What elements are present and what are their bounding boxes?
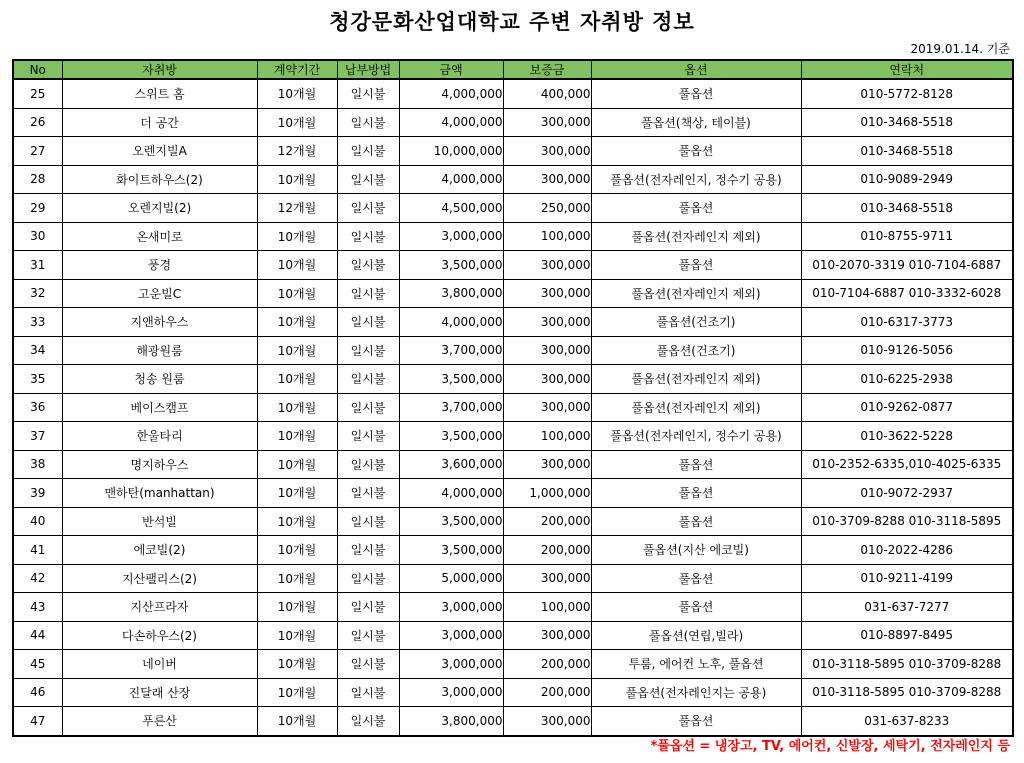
cell-no: 44	[13, 621, 62, 650]
cell-name: 베이스캠프	[62, 393, 257, 422]
cell-payment: 일시불	[337, 308, 399, 337]
column-header-name: 자취방	[62, 60, 257, 79]
cell-amount: 3,000,000	[399, 678, 503, 707]
cell-deposit: 100,000	[503, 222, 591, 251]
cell-amount: 3,500,000	[399, 251, 503, 280]
cell-options: 풀옵션(전자레인지, 정수기 공용)	[591, 165, 801, 194]
cell-options: 풀옵션(전자레인지 제외)	[591, 222, 801, 251]
cell-name: 고운빌C	[62, 279, 257, 308]
cell-contact: 010-9262-0877	[801, 393, 1013, 422]
table-row	[13, 507, 1013, 536]
cell-period: 10개월	[257, 108, 337, 137]
cell-payment: 일시불	[337, 194, 399, 223]
cell-name: 맨하탄(manhattan)	[62, 479, 257, 508]
table-row	[13, 165, 1013, 194]
cell-name: 다손하우스(2)	[62, 621, 257, 650]
table-row	[13, 479, 1013, 508]
cell-options: 풀옵션(전자레인지 제외)	[591, 279, 801, 308]
cell-name: 네이버	[62, 650, 257, 679]
cell-amount: 4,500,000	[399, 194, 503, 223]
cell-period: 10개월	[257, 251, 337, 280]
cell-payment: 일시불	[337, 479, 399, 508]
cell-contact: 010-3622-5228	[801, 422, 1013, 451]
cell-contact: 010-3118-5895 010-3709-8288	[801, 678, 1013, 707]
cell-no: 45	[13, 650, 62, 679]
table-header	[13, 60, 1013, 79]
cell-options: 풀옵션(전자레인지는 공용)	[591, 678, 801, 707]
cell-amount: 5,000,000	[399, 564, 503, 593]
cell-contact: 010-8897-8495	[801, 621, 1013, 650]
cell-period: 10개월	[257, 650, 337, 679]
cell-payment: 일시불	[337, 222, 399, 251]
cell-amount: 3,500,000	[399, 365, 503, 394]
cell-amount: 3,700,000	[399, 336, 503, 365]
column-header-contact: 연락처	[801, 60, 1013, 79]
cell-amount: 4,000,000	[399, 479, 503, 508]
cell-options: 풀옵션	[591, 137, 801, 166]
cell-payment: 일시불	[337, 450, 399, 479]
table-row	[13, 79, 1013, 108]
cell-name: 명지하우스	[62, 450, 257, 479]
cell-period: 10개월	[257, 165, 337, 194]
cell-amount: 4,000,000	[399, 108, 503, 137]
cell-no: 26	[13, 108, 62, 137]
cell-period: 10개월	[257, 564, 337, 593]
cell-payment: 일시불	[337, 593, 399, 622]
cell-options: 풀옵션(건조기)	[591, 336, 801, 365]
cell-options: 풀옵션	[591, 479, 801, 508]
cell-period: 10개월	[257, 222, 337, 251]
cell-amount: 3,800,000	[399, 707, 503, 736]
cell-payment: 일시불	[337, 507, 399, 536]
cell-name: 오렌지빌(2)	[62, 194, 257, 223]
cell-name: 풍경	[62, 251, 257, 280]
cell-deposit: 300,000	[503, 165, 591, 194]
cell-payment: 일시불	[337, 365, 399, 394]
cell-amount: 4,000,000	[399, 308, 503, 337]
cell-period: 10개월	[257, 279, 337, 308]
cell-deposit: 200,000	[503, 536, 591, 565]
cell-name: 더 공간	[62, 108, 257, 137]
cell-deposit: 400,000	[503, 79, 591, 108]
cell-options: 풀옵션	[591, 507, 801, 536]
cell-payment: 일시불	[337, 393, 399, 422]
cell-amount: 3,000,000	[399, 593, 503, 622]
cell-options: 풀옵션	[591, 79, 801, 108]
cell-deposit: 100,000	[503, 422, 591, 451]
cell-payment: 일시불	[337, 707, 399, 736]
table-row	[13, 194, 1013, 223]
table-row	[13, 365, 1013, 394]
cell-payment: 일시불	[337, 422, 399, 451]
cell-no: 28	[13, 165, 62, 194]
table-row	[13, 222, 1013, 251]
cell-contact: 010-9126-5056	[801, 336, 1013, 365]
table-body	[13, 79, 1013, 736]
cell-period: 10개월	[257, 479, 337, 508]
cell-amount: 3,600,000	[399, 450, 503, 479]
cell-deposit: 300,000	[503, 279, 591, 308]
cell-contact: 010-3468-5518	[801, 108, 1013, 137]
column-header-period: 계약기간	[257, 60, 337, 79]
cell-name: 반석빌	[62, 507, 257, 536]
cell-options: 풀옵션	[591, 194, 801, 223]
cell-contact: 010-9211-4199	[801, 564, 1013, 593]
cell-period: 10개월	[257, 79, 337, 108]
cell-options: 풀옵션(건조기)	[591, 308, 801, 337]
page-title: 청강문화산업대학교 주변 자취방 정보	[329, 10, 695, 34]
cell-deposit: 200,000	[503, 650, 591, 679]
cell-name: 해광원룸	[62, 336, 257, 365]
table-row	[13, 564, 1013, 593]
cell-amount: 3,000,000	[399, 621, 503, 650]
cell-amount: 3,500,000	[399, 536, 503, 565]
cell-period: 12개월	[257, 194, 337, 223]
cell-options: 풀옵션(전자레인지, 정수기 공용)	[591, 422, 801, 451]
table-row	[13, 393, 1013, 422]
cell-no: 25	[13, 79, 62, 108]
cell-payment: 일시불	[337, 137, 399, 166]
table-row	[13, 308, 1013, 337]
table-row	[13, 536, 1013, 565]
cell-no: 37	[13, 422, 62, 451]
cell-amount: 3,800,000	[399, 279, 503, 308]
cell-options: 풀옵션(지산 에코빌)	[591, 536, 801, 565]
cell-payment: 일시불	[337, 678, 399, 707]
table-row	[13, 336, 1013, 365]
cell-payment: 일시불	[337, 79, 399, 108]
cell-options: 투룸, 에어컨 노후, 풀옵션	[591, 650, 801, 679]
cell-no: 41	[13, 536, 62, 565]
cell-contact: 010-8755-9711	[801, 222, 1013, 251]
cell-deposit: 300,000	[503, 564, 591, 593]
cell-amount: 4,000,000	[399, 79, 503, 108]
cell-no: 43	[13, 593, 62, 622]
cell-name: 지산프라자	[62, 593, 257, 622]
cell-period: 10개월	[257, 621, 337, 650]
cell-deposit: 1,000,000	[503, 479, 591, 508]
cell-no: 46	[13, 678, 62, 707]
cell-no: 33	[13, 308, 62, 337]
cell-options: 풀옵션(전자레인지 제외)	[591, 365, 801, 394]
cell-contact: 010-2022-4286	[801, 536, 1013, 565]
column-header-deposit: 보증금	[503, 60, 591, 79]
cell-amount: 3,700,000	[399, 393, 503, 422]
cell-contact: 010-9089-2949	[801, 165, 1013, 194]
cell-no: 31	[13, 251, 62, 280]
cell-amount: 3,000,000	[399, 650, 503, 679]
cell-no: 27	[13, 137, 62, 166]
cell-period: 10개월	[257, 308, 337, 337]
cell-options: 풀옵션(전자레인지 제외)	[591, 393, 801, 422]
cell-deposit: 300,000	[503, 336, 591, 365]
cell-payment: 일시불	[337, 536, 399, 565]
cell-period: 10개월	[257, 450, 337, 479]
cell-contact: 010-5772-8128	[801, 79, 1013, 108]
cell-deposit: 200,000	[503, 678, 591, 707]
cell-deposit: 300,000	[503, 621, 591, 650]
cell-deposit: 300,000	[503, 108, 591, 137]
table-row	[13, 137, 1013, 166]
cell-name: 청송 원룸	[62, 365, 257, 394]
table-row	[13, 593, 1013, 622]
cell-contact: 010-3118-5895 010-3709-8288	[801, 650, 1013, 679]
cell-deposit: 300,000	[503, 137, 591, 166]
cell-payment: 일시불	[337, 279, 399, 308]
cell-name: 에코빌(2)	[62, 536, 257, 565]
table-row	[13, 450, 1013, 479]
cell-period: 10개월	[257, 365, 337, 394]
cell-period: 10개월	[257, 593, 337, 622]
table-row	[13, 650, 1013, 679]
cell-no: 34	[13, 336, 62, 365]
cell-contact: 010-3709-8288 010-3118-5895	[801, 507, 1013, 536]
cell-payment: 일시불	[337, 564, 399, 593]
cell-amount: 3,000,000	[399, 222, 503, 251]
footnote: *풀옵션 = 냉장고, TV, 에어컨, 신발장, 세탁기, 전자레인지 등	[650, 739, 1010, 754]
table-row	[13, 279, 1013, 308]
cell-deposit: 300,000	[503, 365, 591, 394]
cell-no: 35	[13, 365, 62, 394]
cell-name: 진달래 산장	[62, 678, 257, 707]
cell-name: 지산팰리스(2)	[62, 564, 257, 593]
table-row	[13, 251, 1013, 280]
cell-no: 29	[13, 194, 62, 223]
cell-options: 풀옵션	[591, 564, 801, 593]
cell-no: 30	[13, 222, 62, 251]
cell-contact: 010-3468-5518	[801, 137, 1013, 166]
cell-contact: 010-6317-3773	[801, 308, 1013, 337]
table-row	[13, 621, 1013, 650]
cell-contact: 010-7104-6887 010-3332-6028	[801, 279, 1013, 308]
cell-no: 36	[13, 393, 62, 422]
cell-deposit: 200,000	[503, 507, 591, 536]
cell-contact: 010-3468-5518	[801, 194, 1013, 223]
cell-no: 47	[13, 707, 62, 736]
cell-amount: 4,000,000	[399, 165, 503, 194]
cell-name: 오렌지빌A	[62, 137, 257, 166]
reference-date: 2019.01.14. 기준	[910, 42, 1010, 56]
column-header-no: No	[13, 60, 62, 79]
cell-options: 풀옵션	[591, 707, 801, 736]
cell-payment: 일시불	[337, 336, 399, 365]
table-row	[13, 707, 1013, 736]
cell-period: 10개월	[257, 422, 337, 451]
cell-name: 스위트 홈	[62, 79, 257, 108]
cell-contact: 031-637-8233	[801, 707, 1013, 736]
cell-period: 10개월	[257, 507, 337, 536]
column-header-options: 옵션	[591, 60, 801, 79]
cell-no: 32	[13, 279, 62, 308]
cell-deposit: 100,000	[503, 593, 591, 622]
cell-period: 12개월	[257, 137, 337, 166]
cell-name: 한울타리	[62, 422, 257, 451]
cell-options: 풀옵션(책상, 테이블)	[591, 108, 801, 137]
cell-name: 온새미로	[62, 222, 257, 251]
cell-payment: 일시불	[337, 251, 399, 280]
table-row	[13, 422, 1013, 451]
cell-amount: 3,500,000	[399, 507, 503, 536]
cell-payment: 일시불	[337, 108, 399, 137]
cell-options: 풀옵션	[591, 593, 801, 622]
cell-payment: 일시불	[337, 621, 399, 650]
cell-deposit: 300,000	[503, 707, 591, 736]
cell-amount: 3,500,000	[399, 422, 503, 451]
cell-period: 10개월	[257, 336, 337, 365]
table-row	[13, 108, 1013, 137]
cell-deposit: 300,000	[503, 450, 591, 479]
column-header-payment: 납부방법	[337, 60, 399, 79]
cell-payment: 일시불	[337, 650, 399, 679]
cell-deposit: 300,000	[503, 393, 591, 422]
cell-name: 지앤하우스	[62, 308, 257, 337]
cell-deposit: 300,000	[503, 308, 591, 337]
table-row	[13, 678, 1013, 707]
cell-no: 40	[13, 507, 62, 536]
cell-options: 풀옵션	[591, 251, 801, 280]
cell-amount: 10,000,000	[399, 137, 503, 166]
cell-no: 42	[13, 564, 62, 593]
cell-name: 푸른산	[62, 707, 257, 736]
cell-period: 10개월	[257, 707, 337, 736]
cell-no: 39	[13, 479, 62, 508]
housing-table	[12, 59, 1014, 737]
cell-contact: 010-6225-2938	[801, 365, 1013, 394]
cell-options: 풀옵션(연립,빌라)	[591, 621, 801, 650]
cell-payment: 일시불	[337, 165, 399, 194]
cell-contact: 010-2352-6335,010-4025-6335	[801, 450, 1013, 479]
cell-deposit: 300,000	[503, 251, 591, 280]
column-header-amount: 금액	[399, 60, 503, 79]
cell-deposit: 250,000	[503, 194, 591, 223]
cell-contact: 010-9072-2937	[801, 479, 1013, 508]
cell-name: 화이트하우스(2)	[62, 165, 257, 194]
cell-period: 10개월	[257, 678, 337, 707]
cell-no: 38	[13, 450, 62, 479]
cell-period: 10개월	[257, 536, 337, 565]
cell-contact: 031-637-7277	[801, 593, 1013, 622]
cell-options: 풀옵션	[591, 450, 801, 479]
cell-period: 10개월	[257, 393, 337, 422]
cell-contact: 010-2070-3319 010-7104-6887	[801, 251, 1013, 280]
